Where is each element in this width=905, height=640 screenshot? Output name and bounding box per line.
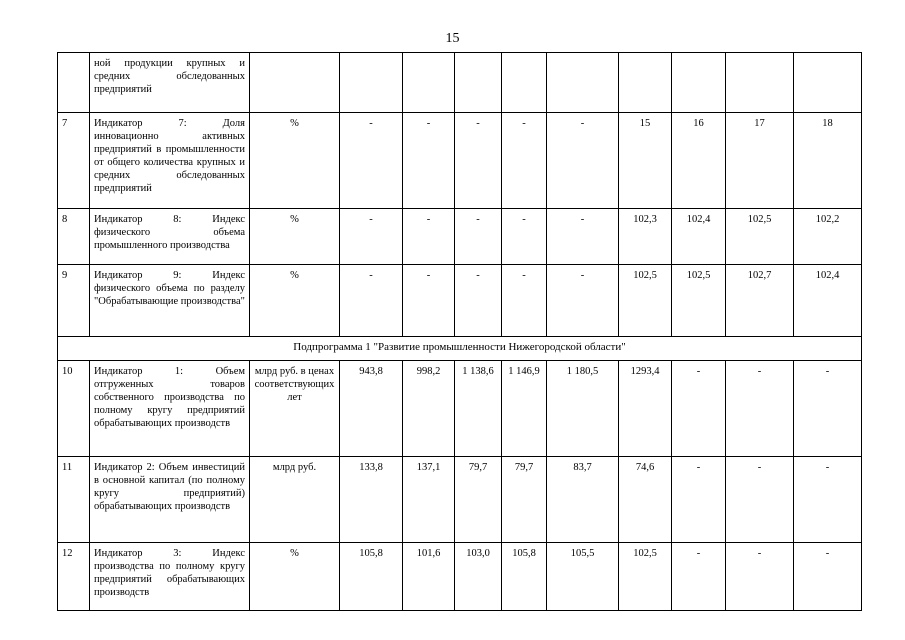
value-cell: 102,4: [672, 209, 726, 265]
value-cell: 101,6: [403, 543, 455, 611]
value-cell: -: [726, 543, 794, 611]
value-cell: 105,8: [502, 543, 547, 611]
value-cell: 83,7: [547, 457, 619, 543]
indicator-name: Индикатор 9: Индекс физического объема по разделу "Обрабатывающие производства": [90, 265, 250, 337]
value-cell: [726, 53, 794, 113]
value-cell: -: [794, 361, 862, 457]
row-number: 11: [58, 457, 90, 543]
indicators-table: [57, 52, 862, 611]
subprogram-section: [58, 337, 862, 361]
table-row: [58, 209, 862, 265]
value-cell: 79,7: [502, 457, 547, 543]
value-cell: 1293,4: [619, 361, 672, 457]
value-cell: -: [547, 113, 619, 209]
row-number: 8: [58, 209, 90, 265]
value-cell: 137,1: [403, 457, 455, 543]
table-row: [58, 53, 862, 113]
row-number: 12: [58, 543, 90, 611]
table-row: [58, 113, 862, 209]
value-cell: 74,6: [619, 457, 672, 543]
table-row: [58, 361, 862, 457]
value-cell: -: [455, 265, 502, 337]
unit-cell: млрд руб. в ценах соответствующих лет: [250, 361, 340, 457]
unit-cell: млрд руб.: [250, 457, 340, 543]
value-cell: -: [794, 457, 862, 543]
unit-cell: [250, 53, 340, 113]
value-cell: -: [672, 361, 726, 457]
table-body-top: [58, 53, 862, 337]
value-cell: -: [403, 113, 455, 209]
value-cell: 18: [794, 113, 862, 209]
value-cell: -: [340, 265, 403, 337]
row-number: 9: [58, 265, 90, 337]
value-cell: 102,3: [619, 209, 672, 265]
value-cell: -: [340, 209, 403, 265]
row-number: 7: [58, 113, 90, 209]
table-body-bottom: [58, 361, 862, 611]
value-cell: [340, 53, 403, 113]
value-cell: -: [455, 209, 502, 265]
value-cell: 943,8: [340, 361, 403, 457]
value-cell: 102,7: [726, 265, 794, 337]
value-cell: [619, 53, 672, 113]
value-cell: [403, 53, 455, 113]
value-cell: -: [672, 543, 726, 611]
value-cell: 16: [672, 113, 726, 209]
value-cell: 103,0: [455, 543, 502, 611]
table-row: [58, 457, 862, 543]
value-cell: 102,5: [619, 265, 672, 337]
indicator-name: Индикатор 1: Объем отгруженных товаров собственного производства по полному кругу предприятий обрабатывающих производств: [90, 361, 250, 457]
value-cell: -: [502, 209, 547, 265]
unit-cell: %: [250, 209, 340, 265]
value-cell: -: [502, 113, 547, 209]
unit-cell: %: [250, 113, 340, 209]
value-cell: 105,5: [547, 543, 619, 611]
page-number: 15: [445, 31, 460, 46]
value-cell: [455, 53, 502, 113]
table-row: [58, 543, 862, 611]
unit-cell: %: [250, 265, 340, 337]
value-cell: -: [547, 265, 619, 337]
value-cell: 79,7: [455, 457, 502, 543]
table-row: [58, 265, 862, 337]
value-cell: -: [403, 209, 455, 265]
value-cell: [794, 53, 862, 113]
indicator-name: Индикатор 2: Объем инвестиций в основной капитал (по полному кругу предприятий) обрабатывающих производств: [90, 457, 250, 543]
value-cell: 105,8: [340, 543, 403, 611]
value-cell: 102,4: [794, 265, 862, 337]
row-number: 10: [58, 361, 90, 457]
value-cell: [672, 53, 726, 113]
value-cell: -: [455, 113, 502, 209]
unit-cell: %: [250, 543, 340, 611]
indicator-name: ной продукции крупных и средних обследованных предприятий: [90, 53, 250, 113]
indicator-name: Индикатор 3: Индекс производства по полному кругу предприятий обрабатывающих производств: [90, 543, 250, 611]
row-number: [58, 53, 90, 113]
value-cell: -: [547, 209, 619, 265]
value-cell: 102,5: [672, 265, 726, 337]
value-cell: 102,2: [794, 209, 862, 265]
value-cell: -: [726, 457, 794, 543]
value-cell: 1 180,5: [547, 361, 619, 457]
subprogram-title: Подпрограмма 1 "Развитие промышленности Нижегородской области": [58, 337, 862, 361]
value-cell: 102,5: [619, 543, 672, 611]
value-cell: -: [340, 113, 403, 209]
value-cell: [502, 53, 547, 113]
value-cell: [547, 53, 619, 113]
value-cell: 17: [726, 113, 794, 209]
value-cell: 15: [619, 113, 672, 209]
value-cell: -: [502, 265, 547, 337]
value-cell: 998,2: [403, 361, 455, 457]
value-cell: -: [403, 265, 455, 337]
value-cell: 1 146,9: [502, 361, 547, 457]
value-cell: 102,5: [726, 209, 794, 265]
value-cell: -: [726, 361, 794, 457]
value-cell: -: [794, 543, 862, 611]
value-cell: -: [672, 457, 726, 543]
value-cell: 133,8: [340, 457, 403, 543]
indicator-name: Индикатор 7: Доля инновационно активных предприятий в промышленности от общего количества крупных и средних обследованных предприятий: [90, 113, 250, 209]
subprogram-row: [58, 337, 862, 361]
indicator-name: Индикатор 8: Индекс физического объема промышленного производства: [90, 209, 250, 265]
value-cell: 1 138,6: [455, 361, 502, 457]
